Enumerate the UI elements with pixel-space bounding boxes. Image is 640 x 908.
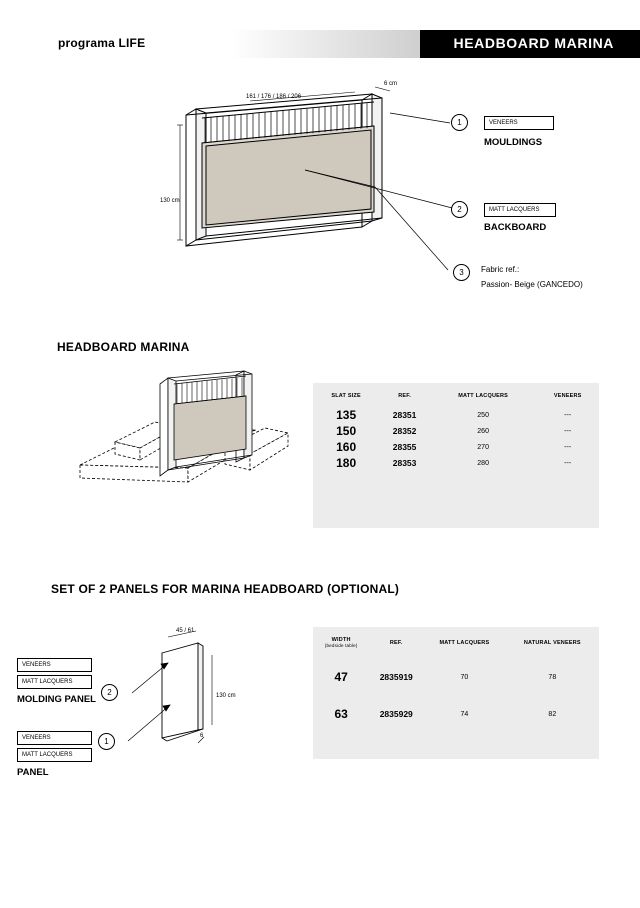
callout-box-matt-lacquers-1: MATT LACQUERS bbox=[484, 203, 556, 217]
panel-dim-width: 45 / 61 bbox=[176, 628, 195, 634]
cell-ref: 2835919 bbox=[379, 672, 413, 682]
th-width bbox=[313, 627, 369, 656]
section-title-headboard-marina: HEADBOARD MARINA bbox=[57, 340, 190, 354]
cell-slat-size: 180 bbox=[336, 456, 357, 470]
callout-bullet-3: 3 bbox=[453, 264, 470, 281]
panels-table bbox=[313, 627, 599, 759]
cell-natural-veneers: 82 bbox=[548, 710, 557, 718]
cell-ref: 28353 bbox=[392, 458, 417, 468]
cell-slat-size: 160 bbox=[336, 440, 357, 454]
th-matt-lacquers-2: MATT LACQUERS bbox=[439, 639, 490, 646]
cell-ref: 2835929 bbox=[379, 709, 413, 719]
page-title: HEADBOARD MARINA bbox=[453, 35, 614, 51]
cell-width: 63 bbox=[334, 707, 348, 721]
cell-matt-lacquers: 260 bbox=[477, 427, 489, 435]
callout-box-veneers-2: VENEERS bbox=[17, 658, 92, 672]
callout-bullet-panel-2: 2 bbox=[101, 684, 118, 701]
cell-matt-lacquers: 280 bbox=[477, 459, 489, 467]
cell-natural-veneers: 78 bbox=[548, 673, 557, 681]
table-row bbox=[313, 407, 599, 423]
callout-box-veneers-3: VENEERS bbox=[17, 731, 92, 745]
th-width-sub: (bedside table) bbox=[324, 643, 358, 648]
th-veneers: VENEERS bbox=[553, 393, 582, 399]
cell-ref: 28355 bbox=[392, 442, 417, 452]
table-row bbox=[313, 423, 599, 439]
cell-matt-lacquers: 70 bbox=[460, 673, 469, 681]
th-slat-size: SLAT SIZE bbox=[331, 393, 361, 399]
cell-matt-lacquers: 250 bbox=[477, 411, 489, 419]
caption-molding-panel: MOLDING PANEL bbox=[17, 694, 96, 705]
top-leader-lines bbox=[280, 105, 480, 295]
cell-width: 47 bbox=[334, 670, 348, 684]
cell-veneers: --- bbox=[564, 427, 572, 435]
section-title-panels: SET OF 2 PANELS FOR MARINA HEADBOARD (OPTIONAL) bbox=[51, 582, 400, 596]
th-ref-2: REF. bbox=[389, 639, 403, 646]
th-width-label: WIDTH bbox=[331, 637, 351, 643]
caption-panel: PANEL bbox=[17, 767, 49, 778]
cell-slat-size: 135 bbox=[336, 408, 357, 422]
callout-caption-mouldings: MOULDINGS bbox=[484, 137, 543, 148]
callout-bullet-2: 2 bbox=[451, 201, 468, 218]
panel-dim-depth: 6 bbox=[200, 733, 204, 739]
cell-ref: 28351 bbox=[392, 410, 417, 420]
cell-ref: 28352 bbox=[392, 426, 417, 436]
top-dim-height: 130 cm bbox=[160, 198, 180, 204]
cell-veneers: --- bbox=[564, 459, 572, 467]
headboard-marina-table bbox=[313, 383, 599, 528]
table-row bbox=[313, 455, 599, 471]
headboard-bed-drawing bbox=[60, 370, 300, 515]
th-ref: REF. bbox=[398, 393, 411, 399]
callout-box-veneers-1: VENEERS bbox=[484, 116, 554, 130]
callout-caption-backboard: BACKBOARD bbox=[484, 222, 547, 233]
cell-matt-lacquers: 270 bbox=[477, 443, 489, 451]
panel-leader-lines bbox=[110, 645, 190, 755]
panel-dim-height: 130 cm bbox=[216, 693, 236, 699]
callout-fabric-ref-label: Fabric ref.: bbox=[481, 265, 520, 274]
top-dim-depth: 6 cm bbox=[384, 81, 398, 87]
callout-bullet-1: 1 bbox=[451, 114, 468, 131]
table-row bbox=[313, 656, 599, 685]
callout-bullet-panel-1: 1 bbox=[98, 733, 115, 750]
th-natural-veneers: NATURAL VENEERS bbox=[523, 639, 581, 646]
callout-fabric-ref-value: Passion- Beige (GANCEDO) bbox=[481, 280, 583, 289]
page-header bbox=[0, 30, 640, 58]
th-matt-lacquers: MATT LACQUERS bbox=[458, 393, 509, 399]
table-row bbox=[313, 439, 599, 455]
callout-box-matt-lacquers-3: MATT LACQUERS bbox=[17, 748, 92, 762]
table-row bbox=[313, 685, 599, 722]
cell-veneers: --- bbox=[564, 411, 572, 419]
callout-box-matt-lacquers-2: MATT LACQUERS bbox=[17, 675, 92, 689]
program-name: programa LIFE bbox=[58, 36, 146, 50]
top-dim-width: 161 / 176 / 186 / 206 bbox=[246, 94, 302, 100]
cell-veneers: --- bbox=[564, 443, 572, 451]
cell-matt-lacquers: 74 bbox=[460, 710, 469, 718]
cell-slat-size: 150 bbox=[336, 424, 357, 438]
